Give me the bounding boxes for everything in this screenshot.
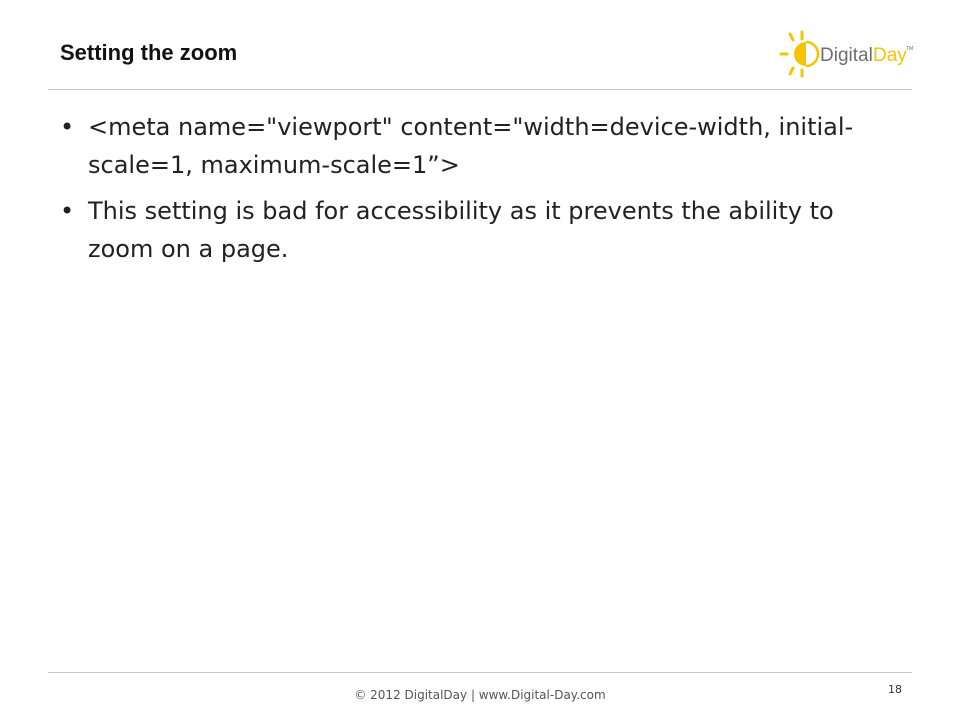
bullet-marker: •	[60, 197, 75, 225]
bullet-text: <meta name="viewport" content="width=device-width, initial-scale=1, maximum-scale=1”>	[88, 113, 854, 179]
slide-title: Setting the zoom	[60, 40, 238, 65]
bullet-item	[60, 192, 900, 268]
bullet-list	[60, 108, 900, 276]
bullet-item	[60, 108, 900, 184]
logo-text-day: Day	[873, 45, 907, 66]
logo-trademark: TM	[906, 46, 914, 52]
header-divider	[48, 89, 912, 90]
page-number: 18	[888, 683, 902, 696]
footer-divider	[48, 672, 912, 673]
sun-icon	[781, 32, 818, 76]
digitalday-logo	[776, 30, 916, 82]
logo-text-digital: Digital	[820, 45, 873, 66]
footer-copyright: © 2012 DigitalDay | www.Digital-Day.com	[354, 688, 606, 702]
bullet-marker: •	[60, 113, 75, 141]
bullet-text: This setting is bad for accessibility as it prevents the ability to zoom on a page.	[88, 197, 834, 263]
